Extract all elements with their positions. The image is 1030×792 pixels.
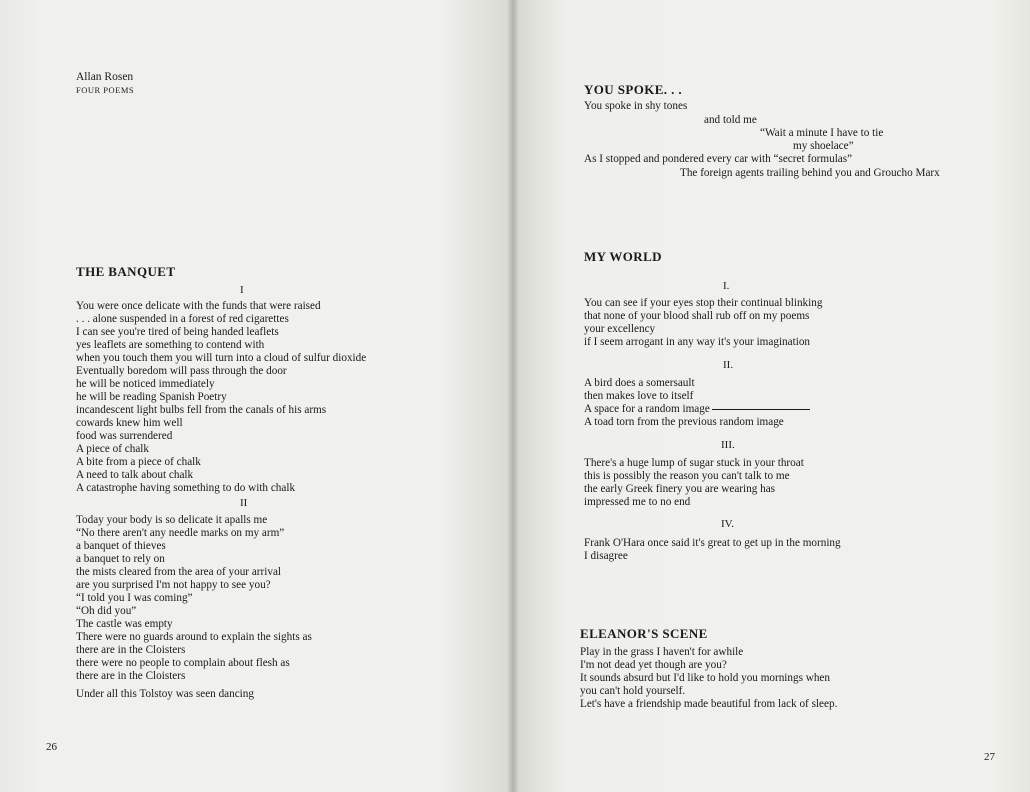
poem-line: You were once delicate with the funds that were raised — [76, 300, 321, 312]
poem-line: Frank O'Hara once said it's great to get up in the morning — [584, 537, 841, 549]
poem-line: food was surrendered — [76, 430, 173, 442]
poem-line: Eventually boredom will pass through the door — [76, 365, 287, 377]
poem-line: The foreign agents trailing behind you and Groucho Marx — [680, 167, 940, 179]
blank-line-rule — [712, 409, 810, 410]
section-numeral: IV. — [721, 518, 734, 530]
poem-line: “Oh did you” — [76, 605, 137, 617]
section-numeral: I — [240, 284, 244, 296]
poem-line: he will be reading Spanish Poetry — [76, 391, 227, 403]
section-numeral: II. — [723, 359, 734, 371]
poem-line: A need to talk about chalk — [76, 469, 194, 481]
poem-line: are you surprised I'm not happy to see you? — [76, 579, 271, 591]
poem-line: impressed me to no end — [584, 496, 691, 508]
poem-line: you can't hold yourself. — [580, 685, 686, 697]
poem-line: there were no people to complain about flesh as — [76, 657, 290, 669]
collection-title: FOUR POEMS — [76, 85, 135, 95]
poem-line-with-blank — [584, 403, 810, 416]
poem-line: a banquet to rely on — [76, 553, 165, 565]
section-numeral: I. — [723, 280, 730, 292]
poem-line: A piece of chalk — [76, 443, 149, 455]
poem-line: the early Greek finery you are wearing has — [584, 483, 776, 495]
poem-line: . . . alone suspended in a forest of red cigarettes — [76, 313, 289, 325]
book-gutter-shadow — [507, 0, 519, 792]
poem-line: your excellency — [584, 323, 656, 335]
poem-line: cowards knew him well — [76, 417, 183, 429]
show-through — [322, 66, 325, 82]
poem-line: Today your body is so delicate it apalls me — [76, 514, 268, 526]
poem-line: As I stopped and pondered every car with “secret formulas” — [584, 153, 853, 165]
poem-line: I disagree — [584, 550, 628, 562]
poem-line: You can see if your eyes stop their continual blinking — [584, 297, 823, 309]
poem-line: this is possibly the reason you can't talk to me — [584, 470, 790, 482]
poem-line: Under all this Tolstoy was seen dancing — [76, 688, 254, 700]
poem-line: yes leaflets are something to contend with — [76, 339, 265, 351]
poem-line: A bite from a piece of chalk — [76, 456, 201, 468]
my-world-section-3 — [584, 457, 804, 509]
poem-line: a banquet of thieves — [76, 540, 166, 552]
left-page — [0, 0, 513, 792]
poem-line: that none of your blood shall rub off on my poems — [584, 310, 810, 322]
poem-title-eleanors-scene: ELEANOR'S SCENE — [580, 626, 708, 641]
poem-line-text: A space for a random image — [584, 403, 710, 415]
poem-line: and told me — [704, 114, 757, 126]
page-number-left: 26 — [46, 741, 57, 753]
poem-line: when you touch them you will turn into a cloud of sulfur dioxide — [76, 352, 367, 364]
my-world-section-1 — [584, 297, 822, 349]
poem-line: Let's have a friendship made beautiful from lack of sleep. — [580, 698, 838, 710]
poem-line: my shoelace” — [793, 140, 854, 152]
poem-line: I can see you're tired of being handed leaflets — [76, 326, 279, 338]
eleanors-scene-body — [580, 646, 837, 711]
poem-line: A toad torn from the previous random image — [584, 416, 784, 428]
poem-line: there are in the Cloisters — [76, 670, 186, 682]
my-world-section-4 — [584, 537, 841, 563]
poem-line: “I told you I was coming” — [76, 592, 193, 604]
poem-line: then makes love to itself — [584, 390, 694, 402]
poem-line: there are in the Cloisters — [76, 644, 186, 656]
page-number-right: 27 — [984, 751, 995, 763]
author-name: Allan Rosen — [76, 71, 134, 83]
poem-line: The castle was empty — [76, 618, 173, 630]
poem-line: There were no guards around to explain the sights as — [76, 631, 312, 643]
banquet-section-2 — [76, 514, 312, 683]
poem-line: “No there aren't any needle marks on my arm” — [76, 527, 285, 539]
poem-title-banquet: THE BANQUET — [76, 264, 176, 279]
poem-title-my-world: MY WORLD — [584, 249, 662, 264]
poem-line: A bird does a somersault — [584, 377, 695, 389]
poem-line: he will be noticed immediately — [76, 378, 215, 390]
poem-title-you-spoke: YOU SPOKE. . . — [584, 82, 683, 97]
poem-line: You spoke in shy tones — [584, 100, 688, 112]
poem-line: “Wait a minute I have to tie — [760, 127, 884, 139]
right-page — [513, 0, 1030, 792]
poem-line: There's a huge lump of sugar stuck in your throat — [584, 457, 804, 469]
poem-line: A catastrophe having something to do with chalk — [76, 482, 296, 494]
poem-line: incandescent light bulbs fell from the canals of his arms — [76, 404, 327, 416]
my-world-section-2 — [584, 377, 810, 429]
section-numeral: III. — [721, 439, 735, 451]
section-numeral: II — [240, 497, 248, 509]
poem-line: It sounds absurd but I'd like to hold you mornings when — [580, 672, 830, 684]
banquet-section-1 — [76, 300, 366, 495]
poem-line: the mists cleared from the area of your arrival — [76, 566, 282, 578]
poem-line: if I seem arrogant in any way it's your imagination — [584, 336, 811, 348]
poem-line: I'm not dead yet though are you? — [580, 659, 727, 671]
poem-line: Play in the grass I haven't for awhile — [580, 646, 744, 658]
